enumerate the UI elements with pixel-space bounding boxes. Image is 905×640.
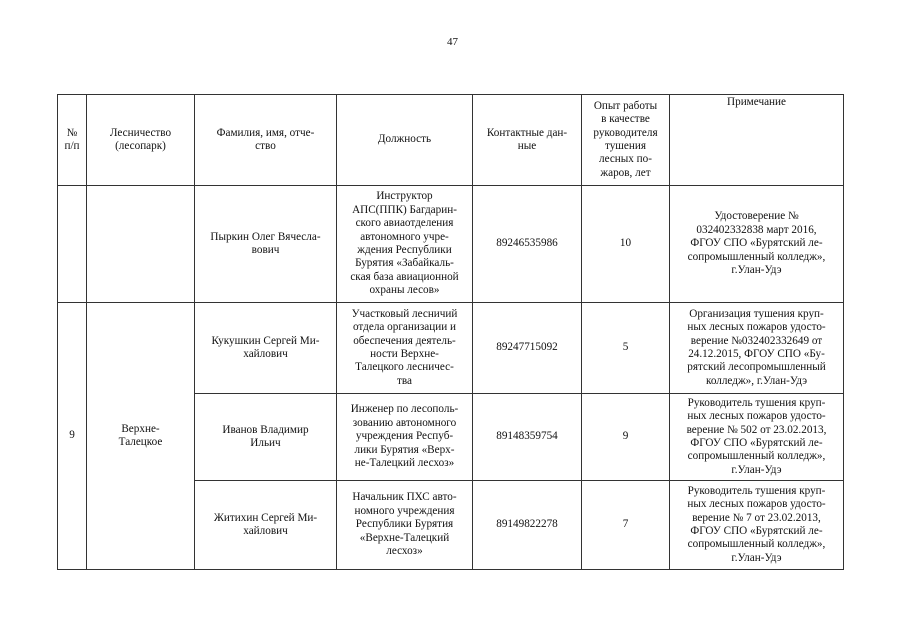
table-row [58,303,844,394]
cell-contacts: 89148359754 [473,394,582,481]
cell-note: Руководитель тушения круп- ных лесных пожаров удосто- верение № 7 от 23.02.2013, ФГОУ СПО «Бурятский ле- сопромышленный колледж», г.Улан-Удэ [670,481,844,570]
cell-position: Начальник ПХС авто- номного учреждения Республики Бурятия «Верхне-Талецкий лесхоз» [337,481,473,570]
cell-note: Руководитель тушения круп- ных лесных пожаров удосто- верение № 502 от 23.02.2013, ФГОУ СПО «Бурятский ле- сопромышленный колледж», г.Улан-Удэ [670,394,844,481]
cell-name: Иванов Владимир Ильич [195,394,337,481]
cell-position: Инструктор АПС(ППК) Багдарин- ского авиаотделения автономного учре- ждения Республики Бурятия «Забайкаль- ская база авиационной охраны лесов» [337,186,473,303]
cell-group-num: 9 [58,303,87,570]
cell-experience: 5 [582,303,670,394]
cell-experience: 9 [582,394,670,481]
cell-position: Участковый лесничий отдела организации и обеспечения деятель- ности Верхне- Талецкого лесничес- тва [337,303,473,394]
cell-note: Организация тушения круп- ных лесных пожаров удосто- верение №032402332649 от 24.12.2015, ФГОУ СПО «Бу- рятский лесопромышленный колледж», г.Улан-Удэ [670,303,844,394]
header-num: № п/п [58,95,87,186]
cell-forestry-empty [87,186,195,303]
header-name: Фамилия, имя, отче- ство [195,95,337,186]
table-header-row [58,95,844,186]
cell-contacts: 89149822278 [473,481,582,570]
cell-contacts: 89247715092 [473,303,582,394]
cell-experience: 7 [582,481,670,570]
cell-position: Инженер по лесополь- зованию автономного учреждения Респуб- лики Бурятия «Верх- не-Талецкий лесхоз» [337,394,473,481]
cell-num-empty [58,186,87,303]
header-experience: Опыт работы в качестве руководителя тушения лесных по- жаров, лет [582,95,670,186]
cell-name: Кукушкин Сергей Ми- хайлович [195,303,337,394]
cell-note: Удостоверение № 032402332838 март 2016, ФГОУ СПО «Бурятский ле- сопромышленный колледж», г.Улан-Удэ [670,186,844,303]
cell-group-forestry: Верхне- Талецкое [87,303,195,570]
staff-table [57,94,844,570]
header-contacts: Контактные дан- ные [473,95,582,186]
table-row [58,186,844,303]
cell-contacts: 89246535986 [473,186,582,303]
cell-name: Пыркин Олег Вячесла- вович [195,186,337,303]
header-note: Примечание [670,95,844,186]
cell-name: Житихин Сергей Ми- хайлович [195,481,337,570]
header-forestry: Лесничество (лесопарк) [87,95,195,186]
header-position: Должность [337,95,473,186]
page-number: 47 [447,36,458,48]
cell-experience: 10 [582,186,670,303]
